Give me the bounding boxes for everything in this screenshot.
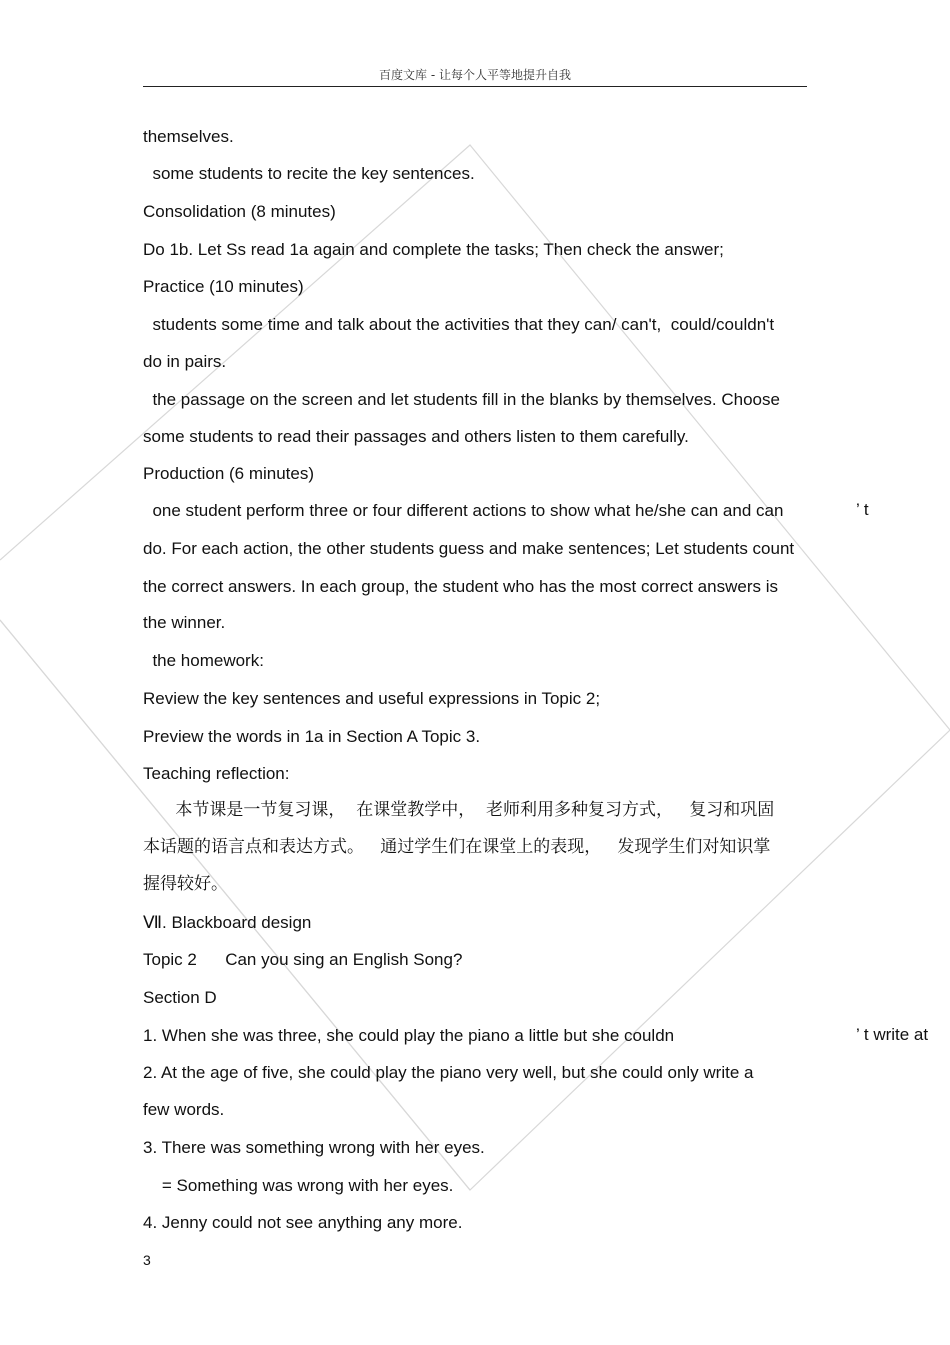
text-line: do in pairs. — [143, 352, 227, 371]
text-line: 3. There was something wrong with her eyes. — [143, 1138, 485, 1157]
text-line: the passage on the screen and let students fill in the blanks by themselves. Choose — [143, 390, 780, 409]
text-line: few words. — [143, 1100, 225, 1119]
text-line: Practice (10 minutes) — [143, 277, 304, 296]
section-heading: Ⅶ. Blackboard design — [143, 913, 312, 932]
text-line: Section D — [143, 988, 217, 1007]
text-line: Consolidation (8 minutes) — [143, 202, 336, 221]
text-line: Production (6 minutes) — [143, 464, 315, 483]
text-line: the winner. — [143, 613, 226, 632]
text-line: 握得较好。 — [143, 874, 228, 894]
page-number: 3 — [143, 1252, 151, 1268]
header-divider — [143, 86, 807, 87]
text-line: Teaching reflection: — [143, 764, 290, 783]
text-fragment: ’ t — [856, 500, 869, 519]
text-line: some students to recite the key sentences. — [143, 164, 475, 183]
text-line: 本节课是一节复习课， 在课堂教学中， 老师利用多种复习方式， 复习和巩固 — [143, 800, 775, 820]
text-line: the correct answers. In each group, the student who has the most correct answers is — [143, 577, 778, 596]
text-line: Topic 2 Can you sing an English Song? — [143, 950, 463, 969]
text-line: some students to read their passages and others listen to them carefully. — [143, 427, 689, 446]
text-line: 2. At the age of five, she could play the piano very well, but she could only write a — [143, 1063, 754, 1082]
text-line: 1. When she was three, she could play the piano a little but she couldn — [143, 1026, 675, 1045]
text-line: students some time and talk about the activities that they can/ can't, could/couldn't — [143, 315, 775, 334]
text-line: do. For each action, the other students guess and make sentences; Let students count — [143, 539, 795, 558]
text-line: = Something was wrong with her eyes. — [143, 1176, 454, 1195]
text-line: Preview the words in 1a in Section A Topic 3. — [143, 727, 481, 746]
text-line: themselves. — [143, 127, 234, 146]
page-header: 百度文库 - 让每个人平等地提升自我 — [379, 68, 571, 82]
text-line: Review the key sentences and useful expressions in Topic 2; — [143, 689, 601, 708]
text-line: 本话题的语言点和表达方式。 通过学生们在课堂上的表现， 发现学生们对知识掌 — [143, 837, 771, 857]
text-fragment: ’ t write at — [856, 1025, 929, 1044]
text-line: one student perform three or four different actions to show what he/she can and can — [143, 501, 784, 520]
text-line: Do 1b. Let Ss read 1a again and complete the tasks; Then check the answer; — [143, 240, 724, 259]
text-line: 4. Jenny could not see anything any more. — [143, 1213, 463, 1232]
text-line: the homework: — [143, 651, 264, 670]
